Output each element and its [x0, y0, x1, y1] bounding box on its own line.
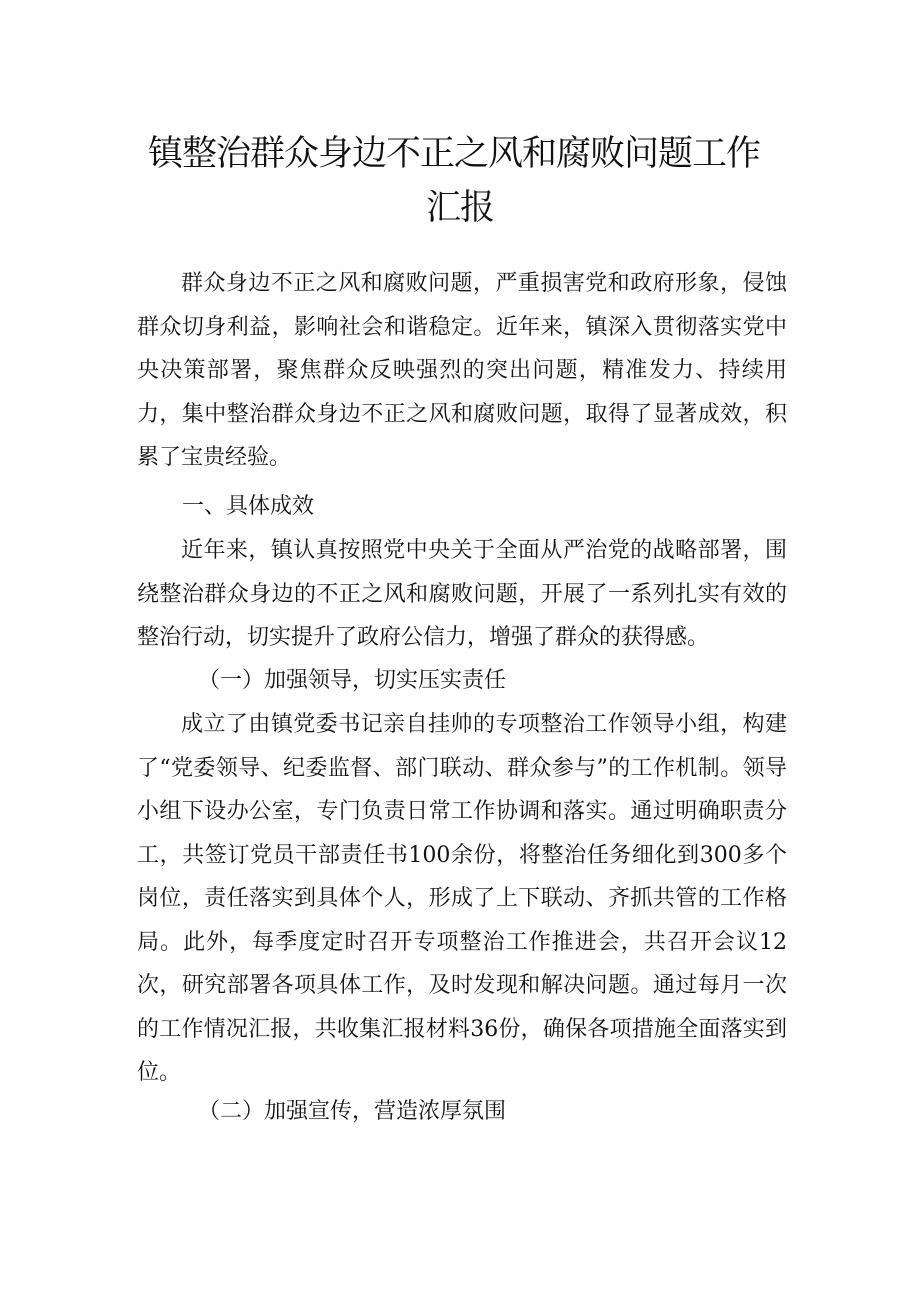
section-1-paragraph: 近年来，镇认真按照党中央关于全面从严治党的战略部署，围绕整治群众身边的不正之风和腐败问题，开展了一系列扎实有效的整治行动，切实提升了政府公信力，增强了群众的获得感。	[137, 538, 787, 650]
subsection-heading-1: （一）加强领导，切实压实责任	[198, 668, 507, 693]
subsection-heading-2: （二）加强宣传，营造浓厚氛围	[198, 1099, 507, 1124]
document-title-line-2: 汇报	[425, 188, 494, 228]
document-title-line-1: 镇整治群众身边不正之风和腐败问题工作	[148, 134, 761, 174]
section-heading-1: 一、具体成效	[182, 494, 315, 519]
intro-paragraph: 群众身边不正之风和腐败问题，严重损害党和政府形象，侵蚀群众切身利益，影响社会和谐稳定。近年来，镇深入贯彻落实党中央决策部署，聚焦群众反映强烈的突出问题，精准发力、持续用力，集中整治群众身边不正之风和腐败问题，取得了显著成效，积累了宝贵经验。	[137, 271, 787, 470]
subsection-1-paragraph: 成立了由镇党委书记亲自挂帅的专项整治工作领导小组，构建了“党委领导、纪委监督、部门联动、群众参与”的工作机制。领导小组下设办公室，专门负责日常工作协调和落实。通过明确职责分工，共签订党员干部责任书100余份，将整治任务细化到300多个岗位，责任落实到具体个人，形成了上下联动、齐抓共管的工作格局。此外，每季度定时召开专项整治工作推进会，共召开会议12次，研究部署各项具体工作，及时发现和解决问题。通过每月一次的工作情况汇报，共收集汇报材料36份，确保各项措施全面落实到位。	[137, 712, 787, 1085]
